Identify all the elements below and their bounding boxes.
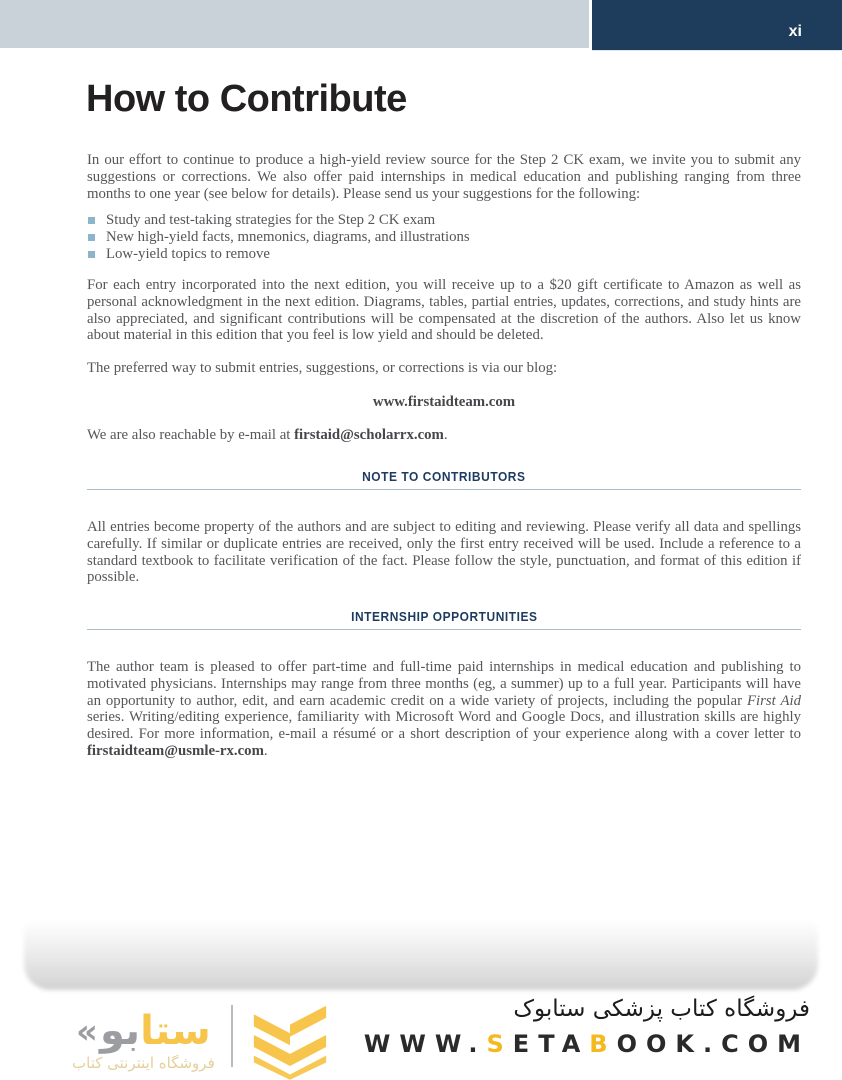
list-item: [87, 229, 801, 246]
internship-opportunities-heading: [87, 608, 801, 630]
email-line-suffix: .: [443, 427, 448, 443]
list-item-label: New high-yield facts, mnemonics, diagrams, and illustrations: [106, 228, 470, 245]
list-item: [87, 212, 801, 229]
square-bullet-icon: [88, 217, 95, 224]
note-paragraph: All entries become property of the authors and are subject to editing and reviewing. Please verify all data and spellings carefully. If similar or duplicate entries are received, only the first entry received will be used. Include a reference to a standard textbook to facilitate verification of the fact. Please follow the style, punctuation, and format of this edition if possible.: [87, 519, 801, 586]
internship-text-2: series. Writing/editing experience, familiarity with Microsoft Word and Google Docs, and illustration skills are highly desired. For more information, e-mail a résumé or a short description of your experience along with a cover letter to: [87, 709, 801, 743]
email-line: [87, 427, 801, 444]
persian-store-line: فروشگاه کتاب پزشکی ستابوک: [513, 996, 810, 1022]
site-url: [364, 1030, 810, 1058]
note-to-contributors-heading: [87, 468, 801, 490]
guillemet-glyph: «: [75, 1012, 98, 1052]
first-aid-series-title: First Aid: [746, 692, 801, 709]
logo-tagline: فروشگاه اینترنتی کتاب: [72, 1054, 215, 1072]
page-bottom-shadow: [24, 920, 818, 990]
section-rule: [87, 489, 801, 490]
chevron-emblem-icon: [247, 1002, 333, 1080]
url-b-highlight: B: [589, 1030, 617, 1058]
url-eta: ETA: [512, 1030, 590, 1058]
url-s-highlight: S: [486, 1030, 513, 1058]
url-www: WWW.: [363, 1030, 487, 1058]
setabook-logo: [72, 1002, 333, 1080]
setabook-wordmark: [76, 1010, 211, 1052]
url-ook: OOK.COM: [616, 1030, 810, 1058]
logo-divider: [231, 1005, 233, 1067]
header-navy-block: [592, 0, 842, 51]
blog-url: www.firstaidteam.com: [372, 394, 516, 410]
page-title: How to Contribute: [86, 78, 407, 120]
email-line-prefix: We are also reachable by e-mail at: [87, 427, 295, 443]
blog-lead-line: The preferred way to submit entries, suggestions, or corrections is via our blog:: [87, 360, 558, 376]
list-item: [87, 246, 801, 263]
contact-email: firstaid@scholarrx.com: [294, 427, 444, 443]
page-number: xi: [788, 23, 802, 40]
internship-text-1: The author team is pleased to offer part-time and full-time paid internships in medical education and publishing to motivated physicians. Internships may range from three months (eg, a summer) up to a full year. Participants will have an opportunity to author, edit, and earn academic credit on a wide variety of projects, including the popular: [87, 659, 801, 709]
header-gray-bar: [0, 0, 589, 48]
reward-paragraph: For each entry incorporated into the next edition, you will receive up to a $20 gift certificate to Amazon as well as personal acknowledgment in the next edition. Diagrams, tables, partial entries, updates, corrections, and study hints are also appreciated, and significant contributions will be compensated at the discretion of the authors. Also let us know about material in this edition that you feel is low yield and should be deleted.: [87, 277, 801, 344]
wordmark-gray-part: بو: [99, 1008, 141, 1054]
section-heading-label: INTERNSHIP OPPORTUNITIES: [350, 609, 538, 624]
wordmark-yellow-part: ستا: [140, 1008, 211, 1054]
list-item-label: Low-yield topics to remove: [106, 245, 270, 262]
internship-email: firstaidteam@usmle-rx.com: [87, 742, 264, 759]
internship-paragraph: [87, 659, 801, 760]
suggestions-list: [87, 212, 801, 262]
setabook-wordmark-group: [72, 1010, 215, 1072]
list-item-label: Study and test-taking strategies for the Step 2 CK exam: [106, 212, 436, 228]
intro-paragraph: In our effort to continue to produce a high-yield review source for the Step 2 CK exam, we invite you to submit any suggestions or corrections. We also offer paid internships in medical education and publishing ranging from three months to one year (see below for details). Please send us your suggestions for the following:: [87, 152, 801, 202]
setabook-footer-text: [364, 996, 810, 1058]
internship-text-suffix: .: [263, 742, 268, 759]
square-bullet-icon: [88, 234, 95, 241]
section-heading-label: NOTE TO CONTRIBUTORS: [362, 469, 526, 484]
section-rule: [87, 629, 801, 630]
square-bullet-icon: [88, 251, 95, 258]
